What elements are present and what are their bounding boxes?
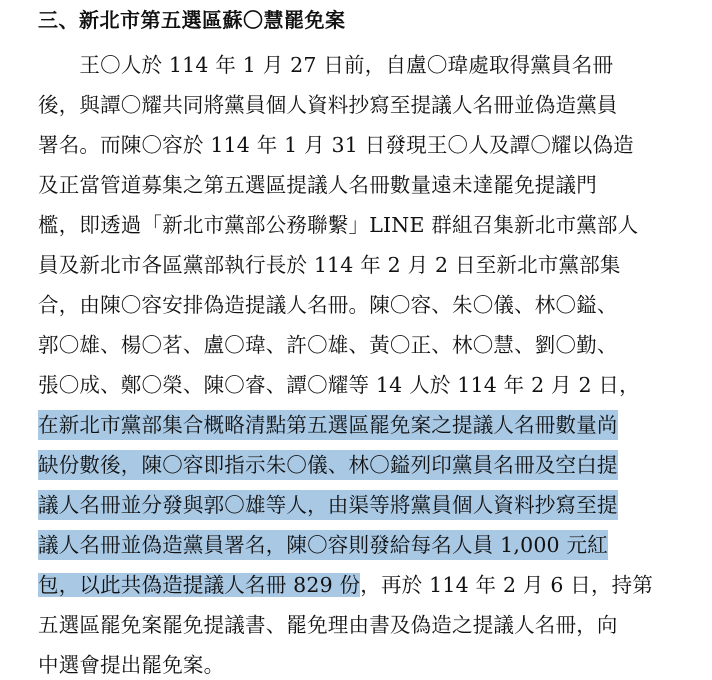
paragraph-line: 後，與譚〇耀共同將黨員個人資料抄寫至提議人名冊並偽造黨員 (38, 93, 618, 117)
line-tail: ，再於 114 年 2 月 6 日，持第 (360, 573, 654, 597)
paragraph-line: 郭〇雄、楊〇茗、盧〇瑋、許〇雄、黃〇正、林〇慧、劉〇勤、 (38, 333, 618, 357)
highlighted-line[interactable]: 議人名冊並偽造黨員署名，陳〇容則發給每名人員 1,000 元紅 (38, 530, 608, 560)
paragraph-line-partial-highlight (38, 570, 653, 600)
paragraph-line: 署名。而陳〇容於 114 年 1 月 31 日發現王〇人及譚〇耀以偽造 (38, 133, 634, 157)
paragraph-line: 王〇人於 114 年 1 月 27 日前，自盧〇瑋處取得黨員名冊 (38, 53, 614, 77)
highlighted-line[interactable]: 在新北市黨部集合概略清點第五選區罷免案之提議人名冊數量尚 (38, 410, 618, 440)
paragraph-line: 合，由陳〇容安排偽造提議人名冊。陳〇容、朱〇儀、林〇鎰、 (38, 293, 618, 317)
highlighted-fragment[interactable]: 包，以此共偽造提議人名冊 829 份 (38, 573, 361, 597)
highlighted-line[interactable]: 議人名冊並分發與郭〇雄等人，由渠等將黨員個人資料抄寫至提 (38, 490, 618, 520)
paragraph-line: 及正當管道募集之第五選區提議人名冊數量遠未達罷免提議門 (38, 173, 597, 197)
paragraph-line: 張〇成、鄭〇榮、陳〇睿、譚〇耀等 14 人於 114 年 2 月 2 日， (38, 373, 640, 397)
paragraph-line: 五選區罷免案罷免提議書、罷免理由書及偽造之提議人名冊，向 (38, 613, 618, 637)
paragraph-line: 檻，即透過「新北市黨部公務聯繫」LINE 群組召集新北市黨部人 (38, 213, 639, 237)
section-heading: 三、新北市第五選區蘇〇慧罷免案 (38, 8, 346, 32)
highlighted-line[interactable]: 缺份數後，陳〇容即指示朱〇儀、林〇鎰列印黨員名冊及空白提 (38, 450, 618, 480)
paragraph-line: 員及新北市各區黨部執行長於 114 年 2 月 2 日至新北市黨部集 (38, 253, 621, 277)
paragraph-line: 中選會提出罷免案。 (38, 653, 225, 677)
